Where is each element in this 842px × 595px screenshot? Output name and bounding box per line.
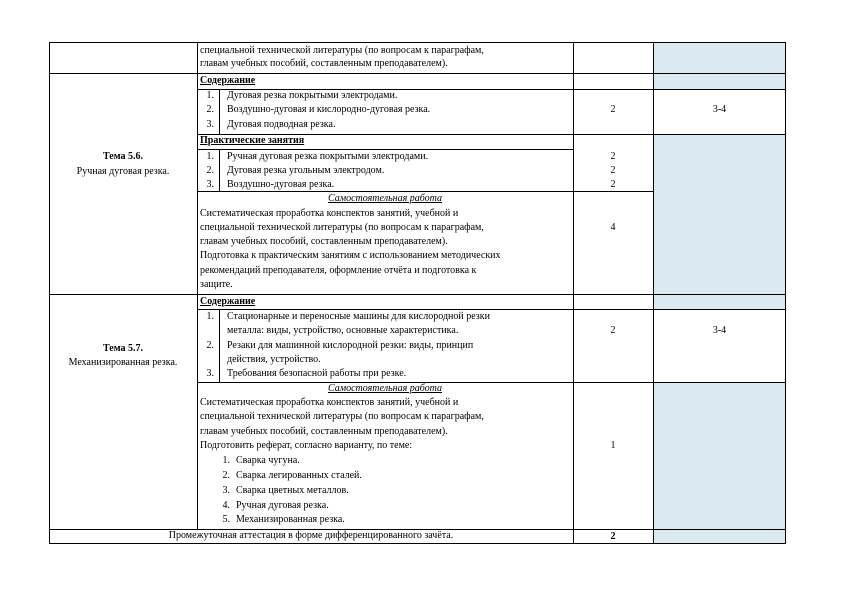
hours-value: 2: [610, 165, 616, 176]
self-work-line: специальной технической литературы (по вопросам к параграфам,: [200, 222, 484, 233]
self-work-heading: Самостоятельная работа: [328, 193, 442, 204]
self-work-line: Подготовить реферат, согласно варианту, по теме:: [200, 440, 413, 451]
report-topic: Сварка цветных металлов.: [236, 485, 349, 496]
content-item: действия, устройство.: [227, 354, 321, 365]
practical-item: Ручная дуговая резка покрытыми электродами.: [227, 151, 429, 162]
content-item: Резаки для машинной кислородной резки: виды, принцип: [227, 340, 474, 351]
report-topic: Сварка чугуна.: [236, 455, 300, 466]
item-number: 1.: [206, 90, 214, 101]
item-number: 2.: [206, 104, 214, 115]
topic-number: 3.: [222, 485, 230, 496]
self-work-line: главам учебных пособий, составленным преподавателем).: [200, 426, 448, 437]
item-number: 1.: [206, 311, 214, 322]
content-item: Стационарные и переносные машины для кислородной резки: [227, 311, 490, 322]
self-work-line: защите.: [200, 279, 233, 290]
hours-value: 2: [610, 325, 616, 336]
continuation-line: специальной технической литературы (по вопросам к параграфам,: [200, 45, 484, 56]
self-work-line: Систематическая проработка конспектов занятий, учебной и: [200, 208, 459, 219]
self-work-line: специальной технической литературы (по вопросам к параграфам,: [200, 411, 484, 422]
topic-title: Тема 5.7.: [103, 343, 143, 354]
shaded-cell: [653, 134, 786, 294]
practical-heading: Практические занятия: [200, 135, 305, 146]
report-topic: Сварка легированных сталей.: [236, 470, 362, 481]
practical-item: Дуговая резка угольным электродом.: [227, 165, 385, 176]
topic-title: Тема 5.6.: [103, 151, 143, 162]
content-item: Дуговая резка покрытыми электродами.: [227, 90, 398, 101]
final-hours-value: 2: [610, 531, 616, 542]
item-number: 3.: [206, 119, 214, 130]
topic-subtitle: Механизированная резка.: [68, 357, 178, 368]
topic-number: 1.: [222, 455, 230, 466]
self-work-line: главам учебных пособий, составленным преподавателем).: [200, 236, 448, 247]
hours-value: 4: [610, 222, 616, 233]
curriculum-table: [49, 42, 786, 544]
topic-subtitle: Ручная дуговая резка.: [76, 166, 170, 177]
shaded-cell: [653, 382, 786, 544]
shaded-cell: [653, 294, 786, 309]
content-heading: Содержание: [200, 296, 256, 307]
content-item: металла: виды, устройство, основные характеристика.: [227, 325, 459, 336]
topic-number: 2.: [222, 470, 230, 481]
item-number: 1.: [206, 151, 214, 162]
topic-number: 4.: [222, 500, 230, 511]
report-topic: Ручная дуговая резка.: [236, 500, 329, 511]
hours-value: 2: [610, 104, 616, 115]
self-work-line: Подготовка к практическим занятиям с использованием методических: [200, 250, 501, 261]
level-value: 3-4: [712, 325, 727, 336]
content-heading: Содержание: [200, 75, 256, 86]
practical-item: Воздушно-дуговая резка.: [227, 179, 335, 190]
content-item: Дуговая подводная резка.: [227, 119, 336, 130]
topic-number: 5.: [222, 514, 230, 525]
item-number: 2.: [206, 165, 214, 176]
report-topic: Механизированная резка.: [236, 514, 345, 525]
shaded-cell: [653, 42, 786, 89]
content-item: Воздушно-дуговая и кислородно-дуговая резка.: [227, 104, 431, 115]
item-number: 3.: [206, 368, 214, 379]
self-work-heading: Самостоятельная работа: [328, 383, 442, 394]
hours-value: 1: [610, 440, 616, 451]
self-work-line: Систематическая проработка конспектов занятий, учебной и: [200, 397, 459, 408]
content-item: Требования безопасной работы при резке.: [227, 368, 407, 379]
item-number: 3.: [206, 179, 214, 190]
item-number: 2.: [206, 340, 214, 351]
hours-value: 2: [610, 179, 616, 190]
level-value: 3-4: [712, 104, 727, 115]
continuation-line: главам учебных пособий, составленным преподавателем).: [200, 58, 448, 69]
hours-value: 2: [610, 151, 616, 162]
self-work-line: рекомендаций преподавателя, оформление отчёта и подготовка к: [200, 265, 477, 276]
final-attestation-label: Промежуточная аттестация в форме дифференцированного зачёта.: [168, 530, 454, 541]
